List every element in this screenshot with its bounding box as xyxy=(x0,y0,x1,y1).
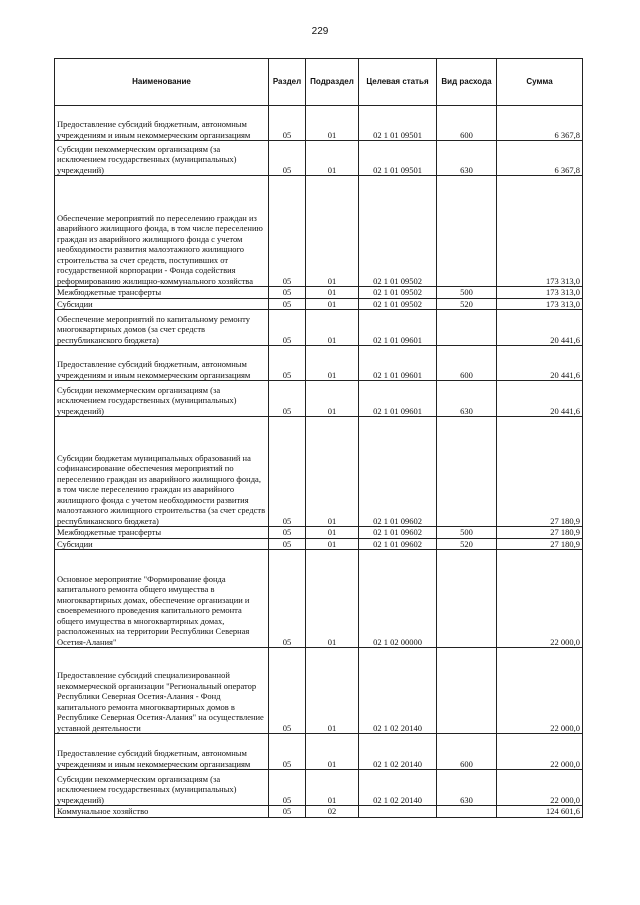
row-target-article: 02 1 01 09601 xyxy=(359,346,437,381)
row-target-article: 02 1 01 09602 xyxy=(359,527,437,539)
header-sum: Сумма xyxy=(497,59,583,106)
table-header-row xyxy=(55,59,583,106)
row-sum: 20 441,6 xyxy=(497,346,583,381)
header-subsection: Подраздел xyxy=(306,59,359,106)
row-target-article: 02 1 01 09502 xyxy=(359,298,437,310)
row-target-article: 02 1 01 09502 xyxy=(359,176,437,287)
row-subsection: 01 xyxy=(306,310,359,346)
row-expense-type: 520 xyxy=(437,538,497,550)
row-section: 05 xyxy=(269,310,306,346)
row-section: 05 xyxy=(269,381,306,417)
row-name: Субсидии xyxy=(55,298,269,310)
row-name: Межбюджетные трансферты xyxy=(55,527,269,539)
row-subsection: 01 xyxy=(306,527,359,539)
row-expense-type xyxy=(437,417,497,527)
header-target-article: Целевая статья xyxy=(359,59,437,106)
row-name: Обеспечение мероприятий по капитальному ремонту многоквартирных домов (за счет средств республиканского бюджета) xyxy=(55,310,269,346)
table-row xyxy=(55,648,583,734)
table-row xyxy=(55,527,583,539)
row-sum: 20 441,6 xyxy=(497,381,583,417)
row-subsection: 01 xyxy=(306,346,359,381)
row-section: 05 xyxy=(269,287,306,299)
row-sum: 173 313,0 xyxy=(497,176,583,287)
row-sum: 20 441,6 xyxy=(497,310,583,346)
row-target-article: 02 1 01 09601 xyxy=(359,381,437,417)
row-expense-type xyxy=(437,806,497,818)
header-expense-type: Вид расхода xyxy=(437,59,497,106)
row-sum: 173 313,0 xyxy=(497,298,583,310)
row-expense-type: 520 xyxy=(437,298,497,310)
row-name: Субсидии бюджетам муниципальных образований на софинансирование обеспечения мероприятий по переселению граждан из аварийного жилищного фонда, в том числе переселению граждан из аварийного жилищного фонда с учетом необходимости развития малоэтажного жилищного строительства (за счет средств республиканского бюджета) xyxy=(55,417,269,527)
row-subsection: 01 xyxy=(306,648,359,734)
row-expense-type xyxy=(437,176,497,287)
table-row xyxy=(55,417,583,527)
row-expense-type: 500 xyxy=(437,287,497,299)
row-section: 05 xyxy=(269,538,306,550)
table-row xyxy=(55,106,583,141)
row-subsection: 01 xyxy=(306,550,359,648)
row-target-article: 02 1 01 09502 xyxy=(359,287,437,299)
budget-table xyxy=(54,58,583,818)
row-section: 05 xyxy=(269,141,306,176)
row-section: 05 xyxy=(269,648,306,734)
page-number: 229 xyxy=(311,26,329,37)
row-sum: 173 313,0 xyxy=(497,287,583,299)
row-sum: 6 367,8 xyxy=(497,106,583,141)
row-subsection: 01 xyxy=(306,106,359,141)
row-name: Предоставление субсидий бюджетным, автономным учреждениям и иным некоммерческим организациям xyxy=(55,106,269,141)
row-section: 05 xyxy=(269,527,306,539)
row-target-article: 02 1 02 20140 xyxy=(359,770,437,806)
row-sum: 6 367,8 xyxy=(497,141,583,176)
row-expense-type: 630 xyxy=(437,770,497,806)
row-expense-type: 630 xyxy=(437,381,497,417)
row-subsection: 02 xyxy=(306,806,359,818)
row-target-article: 02 1 01 09501 xyxy=(359,141,437,176)
row-subsection: 01 xyxy=(306,381,359,417)
row-subsection: 01 xyxy=(306,770,359,806)
row-subsection: 01 xyxy=(306,734,359,770)
table-row xyxy=(55,287,583,299)
row-name: Субсидии некоммерческим организациям (за исключением государственных (муниципальных) учреждений) xyxy=(55,381,269,417)
row-sum: 22 000,0 xyxy=(497,734,583,770)
row-expense-type: 500 xyxy=(437,527,497,539)
table-row xyxy=(55,298,583,310)
row-target-article: 02 1 01 09602 xyxy=(359,538,437,550)
row-name: Предоставление субсидий бюджетным, автономным учреждениям и иным некоммерческим организациям xyxy=(55,734,269,770)
row-name: Обеспечение мероприятий по переселению граждан из аварийного жилищного фонда, в том числе переселению граждан из аварийного жилищного фонда с учетом необходимости развития малоэтажного жилищного строительства за счет средств, поступивших от государственной корпорации - Фонда содействия реформированию жилищно-коммунального хозяйства xyxy=(55,176,269,287)
table-row xyxy=(55,176,583,287)
row-target-article: 02 1 01 09602 xyxy=(359,417,437,527)
row-name: Субсидии xyxy=(55,538,269,550)
row-section: 05 xyxy=(269,176,306,287)
row-subsection: 01 xyxy=(306,298,359,310)
row-section: 05 xyxy=(269,550,306,648)
row-expense-type: 600 xyxy=(437,106,497,141)
row-subsection: 01 xyxy=(306,538,359,550)
row-expense-type xyxy=(437,648,497,734)
row-target-article: 02 1 02 00000 xyxy=(359,550,437,648)
table-row xyxy=(55,310,583,346)
row-section: 05 xyxy=(269,106,306,141)
row-target-article: 02 1 01 09601 xyxy=(359,310,437,346)
row-section: 05 xyxy=(269,417,306,527)
row-subsection: 01 xyxy=(306,287,359,299)
table-row xyxy=(55,770,583,806)
row-sum: 22 000,0 xyxy=(497,550,583,648)
row-name: Субсидии некоммерческим организациям (за исключением государственных (муниципальных) учреждений) xyxy=(55,141,269,176)
header-name: Наименование xyxy=(55,59,269,106)
row-sum: 27 180,9 xyxy=(497,417,583,527)
table-row xyxy=(55,141,583,176)
table-row xyxy=(55,734,583,770)
row-sum: 22 000,0 xyxy=(497,648,583,734)
row-section: 05 xyxy=(269,346,306,381)
row-name: Субсидии некоммерческим организациям (за исключением государственных (муниципальных) учреждений) xyxy=(55,770,269,806)
row-subsection: 01 xyxy=(306,141,359,176)
row-sum: 22 000,0 xyxy=(497,770,583,806)
row-expense-type: 600 xyxy=(437,734,497,770)
table-row xyxy=(55,550,583,648)
row-section: 05 xyxy=(269,298,306,310)
row-sum: 27 180,9 xyxy=(497,538,583,550)
row-name: Межбюджетные трансферты xyxy=(55,287,269,299)
row-section: 05 xyxy=(269,770,306,806)
row-expense-type: 630 xyxy=(437,141,497,176)
row-name: Предоставление субсидий специализированной некоммерческой организации "Региональный оператор Республики Северная Осетия-Алания - Фонд капитального ремонта многоквартирных домов в Республике Северная Осетия-Алания" на осуществление уставной деятельности xyxy=(55,648,269,734)
row-target-article xyxy=(359,806,437,818)
row-subsection: 01 xyxy=(306,176,359,287)
row-expense-type: 600 xyxy=(437,346,497,381)
table-row xyxy=(55,346,583,381)
table-row xyxy=(55,381,583,417)
row-sum: 124 601,6 xyxy=(497,806,583,818)
row-target-article: 02 1 02 20140 xyxy=(359,734,437,770)
row-target-article: 02 1 02 20140 xyxy=(359,648,437,734)
table-row xyxy=(55,806,583,818)
row-section: 05 xyxy=(269,806,306,818)
row-expense-type xyxy=(437,550,497,648)
row-name: Основное мероприятие "Формирование фонда капитального ремонта общего имущества в многоквартирных домах, обеспечение организации и своевременного проведения капитального ремонта общего имущества в многоквартирных домах, расположенных на территории Республики Северная Осетия-Алания" xyxy=(55,550,269,648)
table-body xyxy=(55,106,583,818)
row-expense-type xyxy=(437,310,497,346)
table-row xyxy=(55,538,583,550)
row-section: 05 xyxy=(269,734,306,770)
row-sum: 27 180,9 xyxy=(497,527,583,539)
header-section: Раздел xyxy=(269,59,306,106)
row-name: Коммунальное хозяйство xyxy=(55,806,269,818)
row-name: Предоставление субсидий бюджетным, автономным учреждениям и иным некоммерческим организациям xyxy=(55,346,269,381)
row-target-article: 02 1 01 09501 xyxy=(359,106,437,141)
row-subsection: 01 xyxy=(306,417,359,527)
